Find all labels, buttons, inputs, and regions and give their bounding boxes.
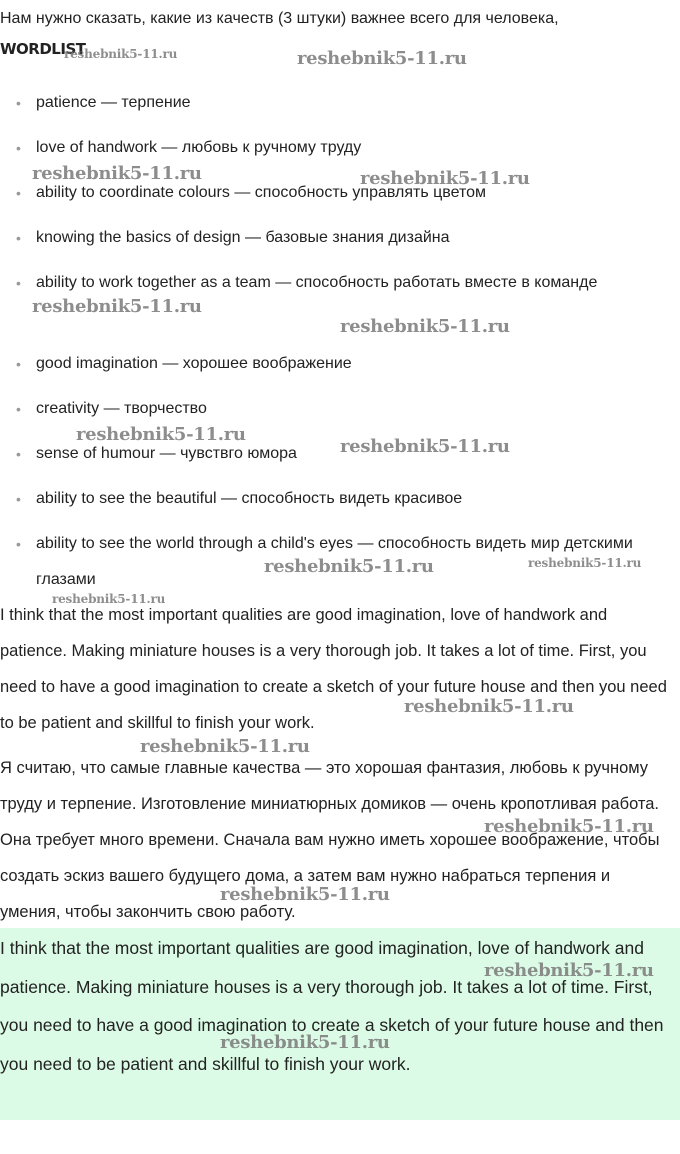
watermark: reshebnik5-11.ru <box>528 556 642 570</box>
bullet-icon: • <box>16 275 21 291</box>
watermark: reshebnik5-11.ru <box>220 884 390 905</box>
watermark: reshebnik5-11.ru <box>404 696 574 717</box>
watermark: reshebnik5-11.ru <box>340 436 510 457</box>
watermark: reshebnik5-11.ru <box>297 48 467 69</box>
watermark: reshebnik5-11.ru <box>264 556 434 577</box>
wordlist-heading: WORDLIST <box>0 40 86 58</box>
answer-en-highlighted-paragraph: I think that the most important qualities are good imagination, love of handwork and patience. Making miniature houses is a very thorough job. It takes a lot of time. First, you need to have a good imagination to create a sketch of your future house and then you need to be patient and skillful to finish your work. <box>0 938 664 1074</box>
watermark: reshebnik5-11.ru <box>484 960 654 981</box>
watermark: reshebnik5-11.ru <box>52 592 166 606</box>
bullet-icon: • <box>16 95 21 111</box>
watermark: reshebnik5-11.ru <box>360 168 530 189</box>
bullet-icon: • <box>16 356 21 372</box>
watermark: reshebnik5-11.ru <box>340 316 510 337</box>
bullet-icon: • <box>16 491 21 507</box>
bullet-icon: • <box>16 185 21 201</box>
watermark: reshebnik5-11.ru <box>484 816 654 837</box>
answer-en-paragraph: I think that the most important qualities are good imagination, love of handwork and patience. Making miniature houses is a very thorough job. It takes a lot of time. First, you need to have a good imagination to create a sketch of your future house and then you need to be patient and skillful to finish your work. <box>0 606 667 732</box>
watermark: reshebnik5-11.ru <box>140 736 310 757</box>
bullet-icon: • <box>16 401 21 417</box>
intro-text: Нам нужно сказать, какие из качеств (3 штуки) важнее всего для человека, <box>0 10 559 27</box>
watermark: reshebnik5-11.ru <box>64 47 178 61</box>
bullet-icon: • <box>16 536 21 552</box>
bullet-icon: • <box>16 140 21 156</box>
watermark: reshebnik5-11.ru <box>220 1032 390 1053</box>
watermark: reshebnik5-11.ru <box>32 163 202 184</box>
bullet-icon: • <box>16 446 21 462</box>
watermark: reshebnik5-11.ru <box>32 296 202 317</box>
watermark: reshebnik5-11.ru <box>76 424 246 445</box>
bullet-icon: • <box>16 230 21 246</box>
answer-ru-paragraph: Я считаю, что самые главные качества — это хорошая фантазия, любовь к ручному труду и терпение. Изготовление миниатюрных домиков — очень кропотливая работа. Она требует много времени. Сначала вам нужно иметь хорошее воображение, чтобы создать эскиз вашего будущего дома, а затем вам нужно набраться терпения и умения, чтобы закончить свою работу. <box>0 759 660 921</box>
